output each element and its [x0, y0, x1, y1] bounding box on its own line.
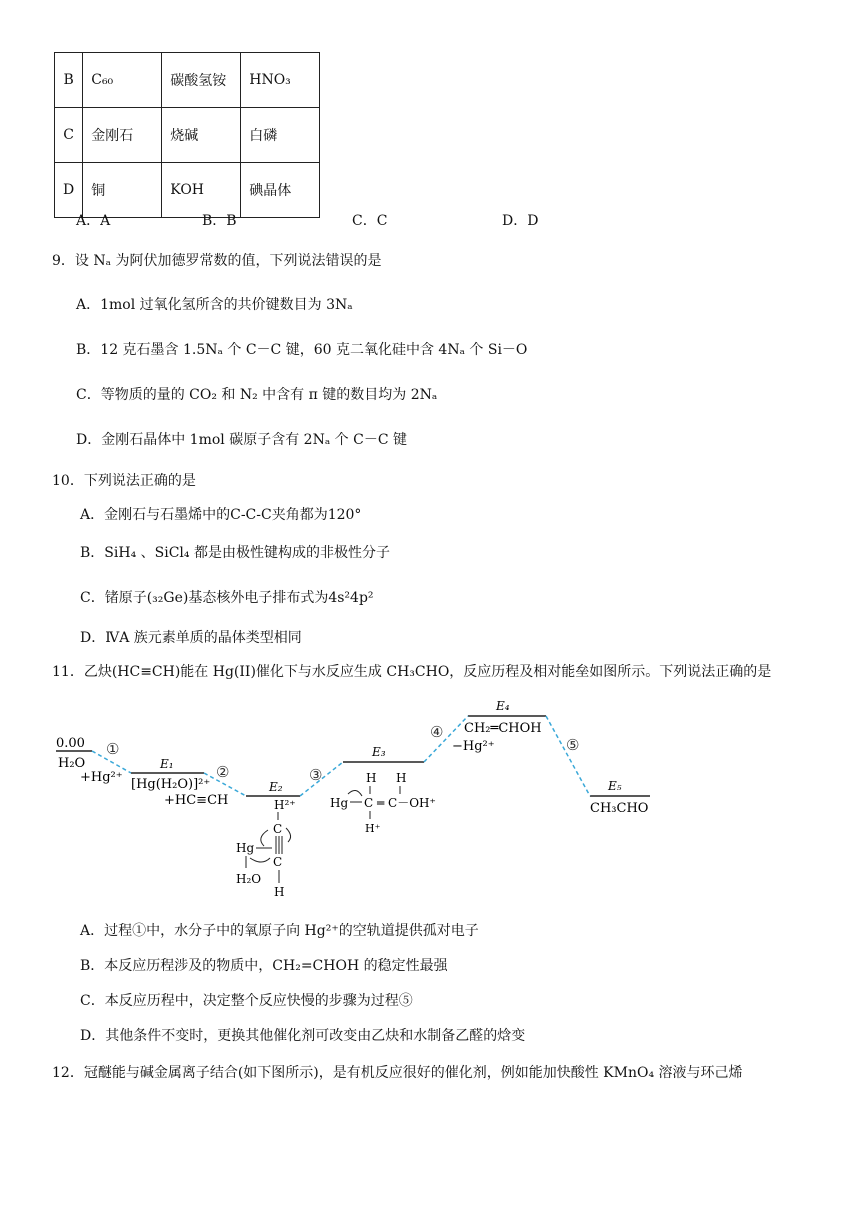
q9-option-b: B．12 克石墨含 1.5Nₐ 个 C－C 键，60 克二氧化硅中含 4Nₐ 个 Si－O	[76, 342, 528, 358]
q9-stem: 9．设 Nₐ 为阿伏加德罗常数的值，下列说法错误的是	[52, 253, 382, 269]
q10-option-d: D．ⅣA 族元素单质的晶体类型相同	[80, 630, 302, 646]
cell-col2: KOH	[162, 163, 241, 218]
cell-col3: 白磷	[241, 108, 320, 163]
cell-col3: 碘晶体	[241, 163, 320, 218]
e2-c1: C	[273, 822, 283, 836]
e2-h2o: H₂O	[236, 872, 262, 886]
cell-col1: 金刚石	[83, 108, 162, 163]
table-row	[55, 53, 320, 108]
q9-option-a: A．1mol 过氧化氢所含的共价键数目为 3Nₐ	[76, 297, 353, 313]
e2-hbottom: H	[274, 885, 285, 899]
e3-h1: H	[366, 771, 377, 785]
q10-option-c: C．锗原子(₃₂Ge)基态核外电子排布式为4s²4p²	[80, 590, 374, 606]
e3-hplus: H⁺	[365, 822, 381, 835]
row-label: B	[55, 53, 83, 108]
e4-minus: −Hg²⁺	[452, 739, 495, 754]
start-value: 0.00	[56, 736, 85, 751]
step-3-label: ③	[309, 766, 323, 784]
q12-stem: 12．冠醚能与碱金属离子结合(如下图所示)，是有机反应很好的催化剂，例如能加快酸性 KMnO₄ 溶液与环己烯	[52, 1065, 743, 1081]
q11-option-d: D．其他条件不变时，更换其他催化剂可改变由乙炔和水制备乙醛的焓变	[80, 1028, 526, 1044]
e2-c2: C	[273, 855, 283, 869]
q11-stem: 11．乙炔(HC≡CH)能在 Hg(II)催化下与水反应生成 CH₃CHO，反应历程及相对能垒如图所示。下列说法正确的是	[52, 664, 772, 680]
cell-col1: 铜	[83, 163, 162, 218]
step-5-label: ⑤	[566, 736, 580, 754]
row-label: C	[55, 108, 83, 163]
e2-label: E₂	[269, 780, 283, 794]
q10-stem: 10．下列说法正确的是	[52, 473, 196, 489]
e3-h2: H	[396, 771, 407, 785]
step-4-label: ④	[430, 723, 444, 741]
e2-h: H²⁺	[274, 798, 296, 812]
q10-option-a: A．金刚石与石墨烯中的C-C-C夹角都为120°	[80, 507, 362, 523]
q8-option-c: C．C	[352, 213, 388, 229]
q8-option-b: B．B	[202, 213, 237, 229]
step-1-label: ①	[106, 740, 120, 758]
q8-option-d: D．D	[502, 213, 539, 229]
start-plus: +Hg²⁺	[80, 770, 123, 785]
cell-col1: C₆₀	[83, 53, 162, 108]
start-label: H₂O	[58, 756, 86, 771]
e5-species: CH₃CHO	[590, 801, 649, 816]
e5-label: E₅	[608, 779, 622, 793]
row-label: D	[55, 163, 83, 218]
q11-option-b: B．本反应历程涉及的物质中，CH₂=CHOH 的稳定性最强	[80, 958, 448, 974]
e3-chain: C ═ C－OH⁺	[364, 796, 436, 810]
cell-col2: 碳酸氢铵	[162, 53, 241, 108]
e2-hg: Hg	[236, 841, 255, 855]
e1-label: E₁	[160, 757, 174, 771]
e1-plus: +HC≡CH	[164, 793, 229, 808]
table-row	[55, 108, 320, 163]
energy-diagram	[0, 690, 860, 905]
connector-5	[546, 716, 590, 796]
q9-option-d: D．金刚石晶体中 1mol 碳原子含有 2Nₐ 个 C－C 键	[76, 432, 407, 448]
cell-col2: 烧碱	[162, 108, 241, 163]
q10-option-b: B．SiH₄ 、SiCl₄ 都是由极性键构成的非极性分子	[80, 545, 390, 561]
q9-option-c: C．等物质的量的 CO₂ 和 N₂ 中含有 π 键的数目均为 2Nₐ	[76, 387, 438, 403]
e4-label: E₄	[496, 699, 510, 713]
e4-species: CH₂═CHOH	[464, 721, 542, 736]
e1-species: [Hg(H₂O)]²⁺	[131, 777, 211, 792]
q11-option-c: C．本反应历程中，决定整个反应快慢的步骤为过程⑤	[80, 993, 413, 1009]
q11-option-a: A．过程①中，水分子中的氧原子向 Hg²⁺的空轨道提供孤对电子	[80, 923, 479, 939]
e3-label: E₃	[372, 745, 386, 759]
step-2-label: ②	[216, 763, 230, 781]
e3-hg: Hg	[330, 796, 349, 810]
cell-col3: HNO₃	[241, 53, 320, 108]
options-table	[54, 52, 320, 218]
q8-option-a: A．A	[76, 213, 111, 229]
